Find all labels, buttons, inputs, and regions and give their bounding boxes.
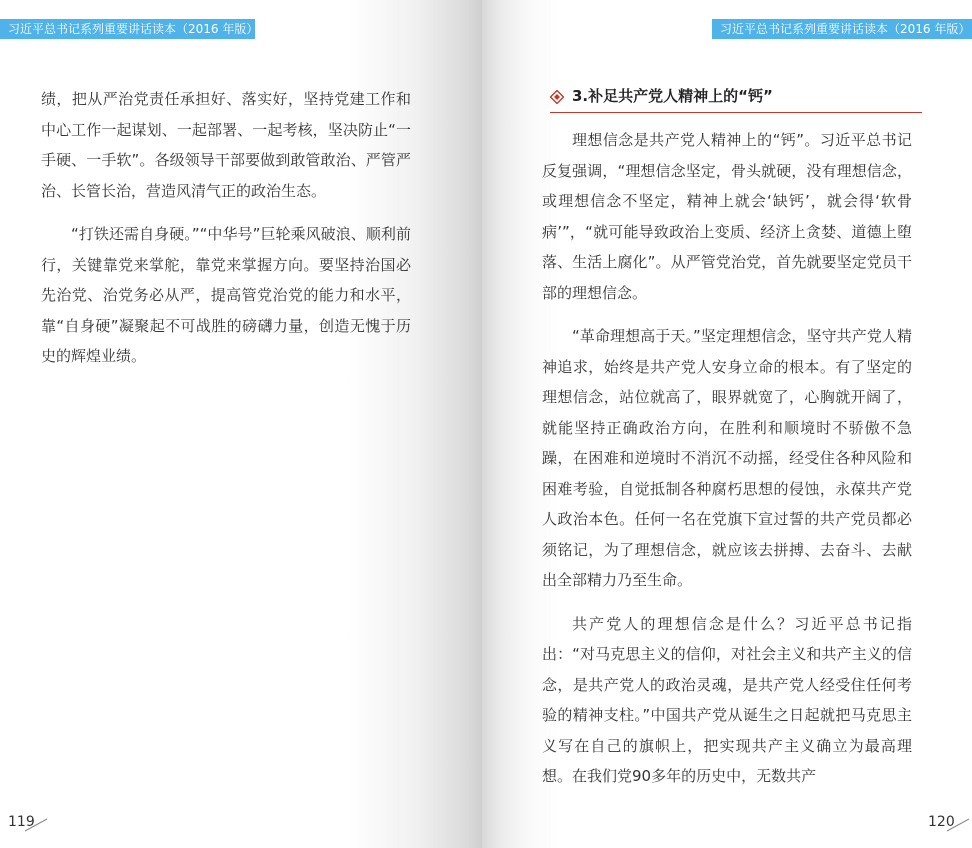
section-heading [550, 84, 922, 113]
right-page-number: 120 [928, 814, 955, 830]
left-paragraph-2: “打铁还需自身硬。”“中华号”巨轮乘风破浪、顺利前行，关键靠党来掌舵，靠党来掌握方向。要坚持治国必先治党、治党务必从严，提高管党治党的能力和水平，靠“自身硬”凝聚起不可战胜的磅礴力量，创造无愧于历史的辉煌业绩。 [41, 225, 411, 365]
right-page [482, 0, 972, 848]
right-paragraph-3: 共产党人的理想信念是什么？习近平总书记指出：“对马克思主义的信仰，对社会主义和共产主义的信念，是共产党人的政治灵魂，是共产党人经受住任何考验的精神支柱。”中国共产党从诞生之日起就把马克思主义写在自己的旗帜上，把实现共产主义确立为最高理想。在我们党90多年的历史中，无数共产 [542, 614, 912, 785]
slash-icon [24, 818, 48, 832]
section-title: 3.补足共产党人精神上的“钙” [572, 87, 773, 105]
diamond-icon [550, 90, 564, 104]
right-body-text [542, 125, 912, 805]
right-running-header: 习近平总书记系列重要讲话读本（2016 年版） [712, 19, 972, 39]
left-running-header: 习近平总书记系列重要讲话读本（2016 年版） [0, 19, 255, 39]
slash-icon [946, 818, 970, 832]
right-paragraph-1: 理想信念是共产党人精神上的“钙”。习近平总书记反复强调，“理想信念坚定，骨头就硬，没有理想信念，或理想信念不坚定，精神上就会‘缺钙’，就会得‘软骨病’”，“就可能导致政治上变质、经济上贪婪、道德上堕落、生活上腐化”。从严管党治党，首先就要坚定党员干部的理想信念。 [542, 131, 912, 302]
left-body-text [41, 84, 411, 385]
left-page-number: 119 [8, 814, 35, 830]
right-paragraph-2: “革命理想高于天。”坚定理想信念，坚守共产党人精神追求，始终是共产党人安身立命的根本。有了坚定的理想信念，站位就高了，眼界就宽了，心胸就开阔了，就能坚持正确政治方向，在胜利和顺境时不骄傲不急躁，在困难和逆境时不消沉不动摇，经受住各种风险和困难考验，自觉抵制各种腐朽思想的侵蚀，永葆共产党人政治本色。任何一名在党旗下宣过誓的共产党员都必须铭记，为了理想信念，就应该去拼搏、去奋斗、去献出全部精力乃至生命。 [542, 327, 912, 589]
left-page [0, 0, 482, 848]
left-paragraph-1: 绩，把从严治党责任承担好、落实好，坚持党建工作和中心工作一起谋划、一起部署、一起考核，坚决防止“一手硬、一手软”。各级领导干部要做到敢管敢治、严管严治、长管长治，营造风清气正的政治生态。 [41, 90, 411, 200]
